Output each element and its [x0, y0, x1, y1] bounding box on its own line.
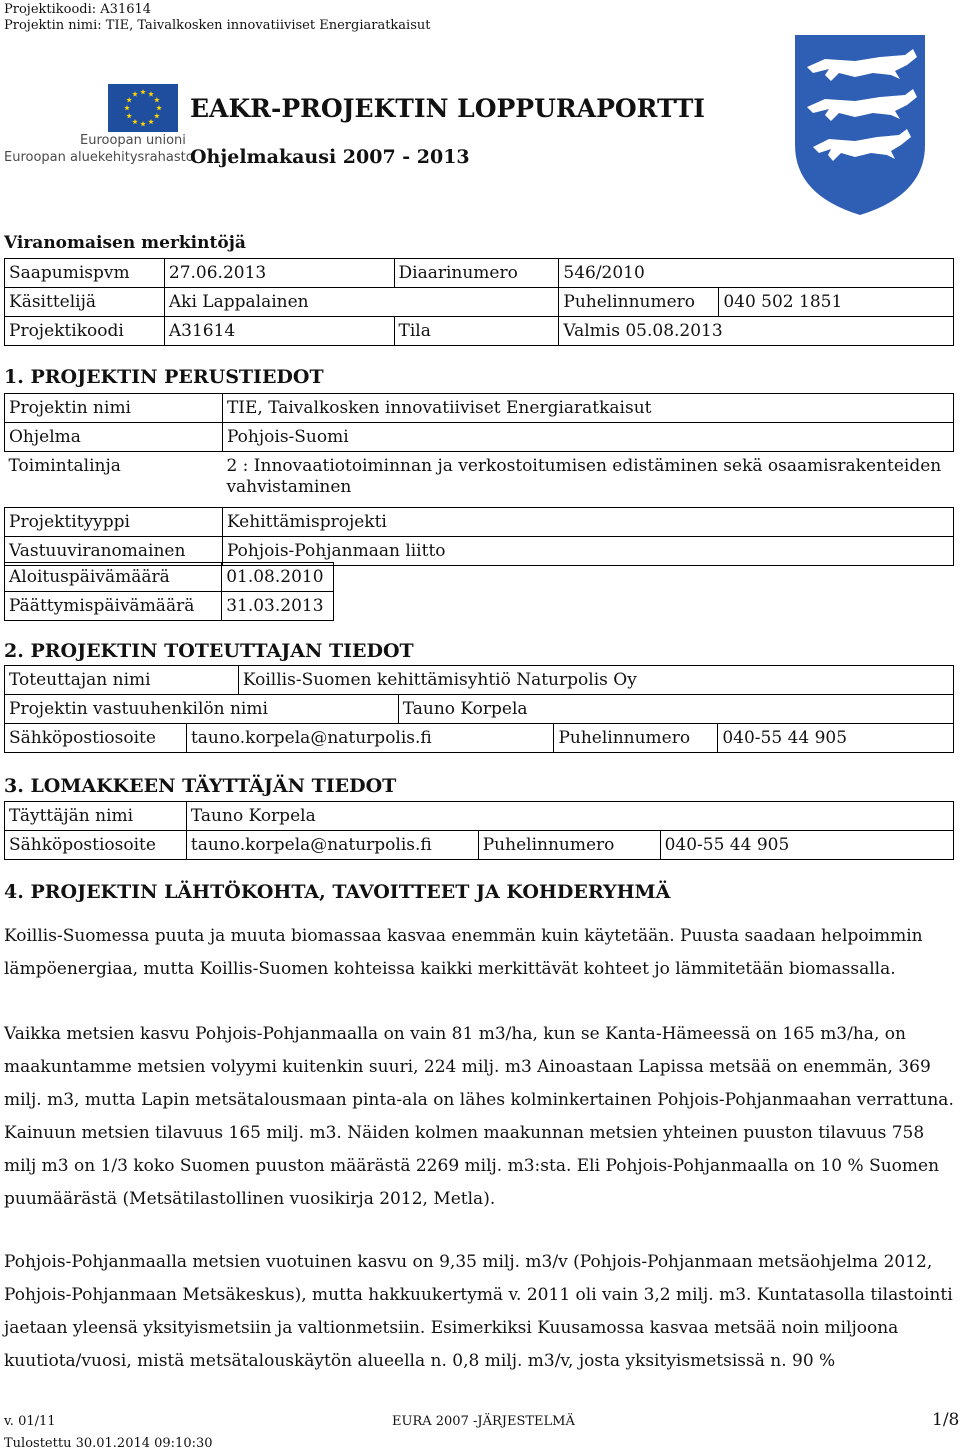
- authority-heading: Viranomaisen merkintöjä: [4, 233, 246, 253]
- eu-logo-line1: Euroopan unioni: [80, 133, 186, 148]
- filler-phone-value: 040-55 44 905: [660, 831, 953, 860]
- diary-value: 546/2010: [559, 259, 954, 288]
- received-label: Saapumispvm: [5, 259, 165, 288]
- filler-table: [4, 801, 954, 860]
- eu-flag-icon: [108, 84, 178, 136]
- diary-label: Diaarinumero: [394, 259, 559, 288]
- report-subtitle: Ohjelmakausi 2007 - 2013: [190, 146, 470, 168]
- dates-table: [4, 562, 334, 621]
- project-type-value: Kehittämisprojekti: [222, 508, 953, 537]
- priority-value: 2 : Innovaatiotoiminnan ja verkostoitumisen edistäminen sekä osaamisrakenteiden vahvistaminen: [226, 456, 942, 497]
- implementer-email-label: Sähköpostiosoite: [5, 724, 187, 753]
- implementer-name-value: Koillis-Suomen kehittämisyhtiö Naturpolis Oy: [238, 666, 953, 695]
- basic-info-table: [4, 393, 954, 566]
- filler-email-value: tauno.korpela@naturpolis.fi: [186, 831, 478, 860]
- filler-name-row: [5, 802, 954, 831]
- status-label: Tila: [394, 317, 559, 346]
- paragraph-2: Vaikka metsien kasvu Pohjois-Pohjanmaalla on vain 81 m3/ha, kun se Kanta-Hämeessä on 165 m3/ha, on maakuntamme metsien volyymi kuitenkin suuri, 224 milj. m3 Ainoastaan Lapissa metsää on enemmän, 369 milj. m3, mutta Lapin metsätalousmaan pinta-ala on lähes kolminkertainen Pohjois-Pohjanmaahan verrattuna. Kainuun metsien tilavuus 165 milj. m3. Näiden kolmen maakunnan metsien yhteinen puuston tilavuus 758 milj m3 on 1/3 koko Suomen puuston määrästä 2269 milj. m3:sta. Eli Pohjois-Pohjanmaalla on 10 % Suomen puumäärästä (Metsätilastollinen vuosikirja 2012, Metla).: [4, 1024, 954, 1209]
- implementer-name-label: Toteuttajan nimi: [5, 666, 239, 695]
- start-date-value: 01.08.2010: [222, 563, 334, 592]
- section1-heading: 1. PROJEKTIN PERUSTIEDOT: [4, 366, 324, 388]
- program-value: Pohjois-Suomi: [222, 423, 953, 452]
- paragraph-1: Koillis-Suomessa puuta ja muuta biomassaa kasvaa enemmän kuin käytetään. Puusta saadaan helpoimmin lämpöenergiaa, mutta Koillis-Suomen kohteissa kaikki merkittävät kohteet jo lämmitetään biomassalla.: [4, 926, 923, 979]
- authority-row-received: [5, 259, 954, 288]
- section4-heading: 4. PROJEKTIN LÄHTÖKOHTA, TAVOITTEET JA KOHDERYHMÄ: [4, 881, 671, 903]
- handler-phone-label: Puhelinnumero: [559, 288, 719, 317]
- priority-label: Toimintalinja: [8, 456, 121, 476]
- authority-value: Pohjois-Pohjanmaan liitto: [222, 537, 953, 566]
- footer-system: EURA 2007 -JÄRJESTELMÄ: [392, 1414, 575, 1429]
- coat-of-arms-icon: [795, 35, 925, 219]
- implementer-table: [4, 665, 954, 753]
- project-type-label: Projektityyppi: [5, 508, 223, 537]
- start-date-row: [5, 563, 334, 592]
- handler-phone-value: 040 502 1851: [719, 288, 954, 317]
- end-date-label: Päättymispäivämäärä: [5, 592, 222, 621]
- section2-heading: 2. PROJEKTIN TOTEUTTAJAN TIEDOT: [4, 640, 414, 662]
- handler-label: Käsittelijä: [5, 288, 165, 317]
- end-date-value: 31.03.2013: [222, 592, 334, 621]
- basic-info-row: [5, 394, 954, 423]
- section3-heading: 3. LOMAKKEEN TÄYTTÄJÄN TIEDOT: [4, 775, 397, 797]
- authority-row-handler: [5, 288, 954, 317]
- basic-info-row: [5, 423, 954, 452]
- filler-email-row: [5, 831, 954, 860]
- code-value: A31614: [164, 317, 394, 346]
- implementer-phone-value: 040-55 44 905: [718, 724, 954, 753]
- header-project-name: Projektin nimi: TIE, Taivalkosken innovatiiviset Energiaratkaisut: [4, 18, 431, 33]
- implementer-email-row: [5, 724, 954, 753]
- status-value: Valmis 05.08.2013: [559, 317, 954, 346]
- footer-printed: Tulostettu 30.01.2014 09:10:30: [4, 1436, 213, 1451]
- implementer-phone-label: Puhelinnumero: [554, 724, 718, 753]
- contact-person-label: Projektin vastuuhenkilön nimi: [5, 695, 399, 724]
- report-title: EAKR-PROJEKTIN LOPPURAPORTTI: [190, 94, 706, 123]
- implementer-name-row: [5, 666, 954, 695]
- header-project-code: Projektikoodi: A31614: [4, 2, 152, 17]
- footer-version: v. 01/11: [4, 1414, 56, 1429]
- program-label: Ohjelma: [5, 423, 223, 452]
- footer-page: 1/8: [932, 1410, 960, 1430]
- project-name-label: Projektin nimi: [5, 394, 223, 423]
- received-value: 27.06.2013: [164, 259, 394, 288]
- start-date-label: Aloituspäivämäärä: [5, 563, 222, 592]
- filler-email-label: Sähköpostiosoite: [5, 831, 187, 860]
- basic-info-row: [5, 508, 954, 537]
- end-date-row: [5, 592, 334, 621]
- eu-logo-line2: Euroopan aluekehitysrahasto: [4, 150, 194, 165]
- code-label: Projektikoodi: [5, 317, 165, 346]
- authority-label: Vastuuviranomainen: [5, 537, 223, 566]
- filler-name-value: Tauno Korpela: [186, 802, 953, 831]
- filler-name-label: Täyttäjän nimi: [5, 802, 187, 831]
- implementer-email-value: tauno.korpela@naturpolis.fi: [186, 724, 554, 753]
- authority-table: [4, 258, 954, 346]
- project-name-value: TIE, Taivalkosken innovatiiviset Energiaratkaisut: [222, 394, 953, 423]
- basic-info-row: [5, 452, 954, 508]
- authority-row-code: [5, 317, 954, 346]
- contact-person-value: Tauno Korpela: [398, 695, 953, 724]
- paragraph-3: Pohjois-Pohjanmaalla metsien vuotuinen kasvu on 9,35 milj. m3/v (Pohjois-Pohjanmaan metsäohjelma 2012, Pohjois-Pohjanmaan Metsäkeskus), mutta hakkuukertymä v. 2011 oli vain 3,2 milj. m3. Kuntatasolla tilastointi jaetaan yleensä yksityismetsiin ja valtionmetsiin. Esimerkiksi Kuusamossa kasvaa metsää noin miljoona kuutiota/vuosi, mistä metsätalouskäytön alueella n. 0,8 milj. m3/v, josta yksityismetsissä n. 90 %: [4, 1252, 953, 1371]
- implementer-contact-row: [5, 695, 954, 724]
- handler-value: Aki Lappalainen: [164, 288, 558, 317]
- filler-phone-label: Puhelinnumero: [478, 831, 660, 860]
